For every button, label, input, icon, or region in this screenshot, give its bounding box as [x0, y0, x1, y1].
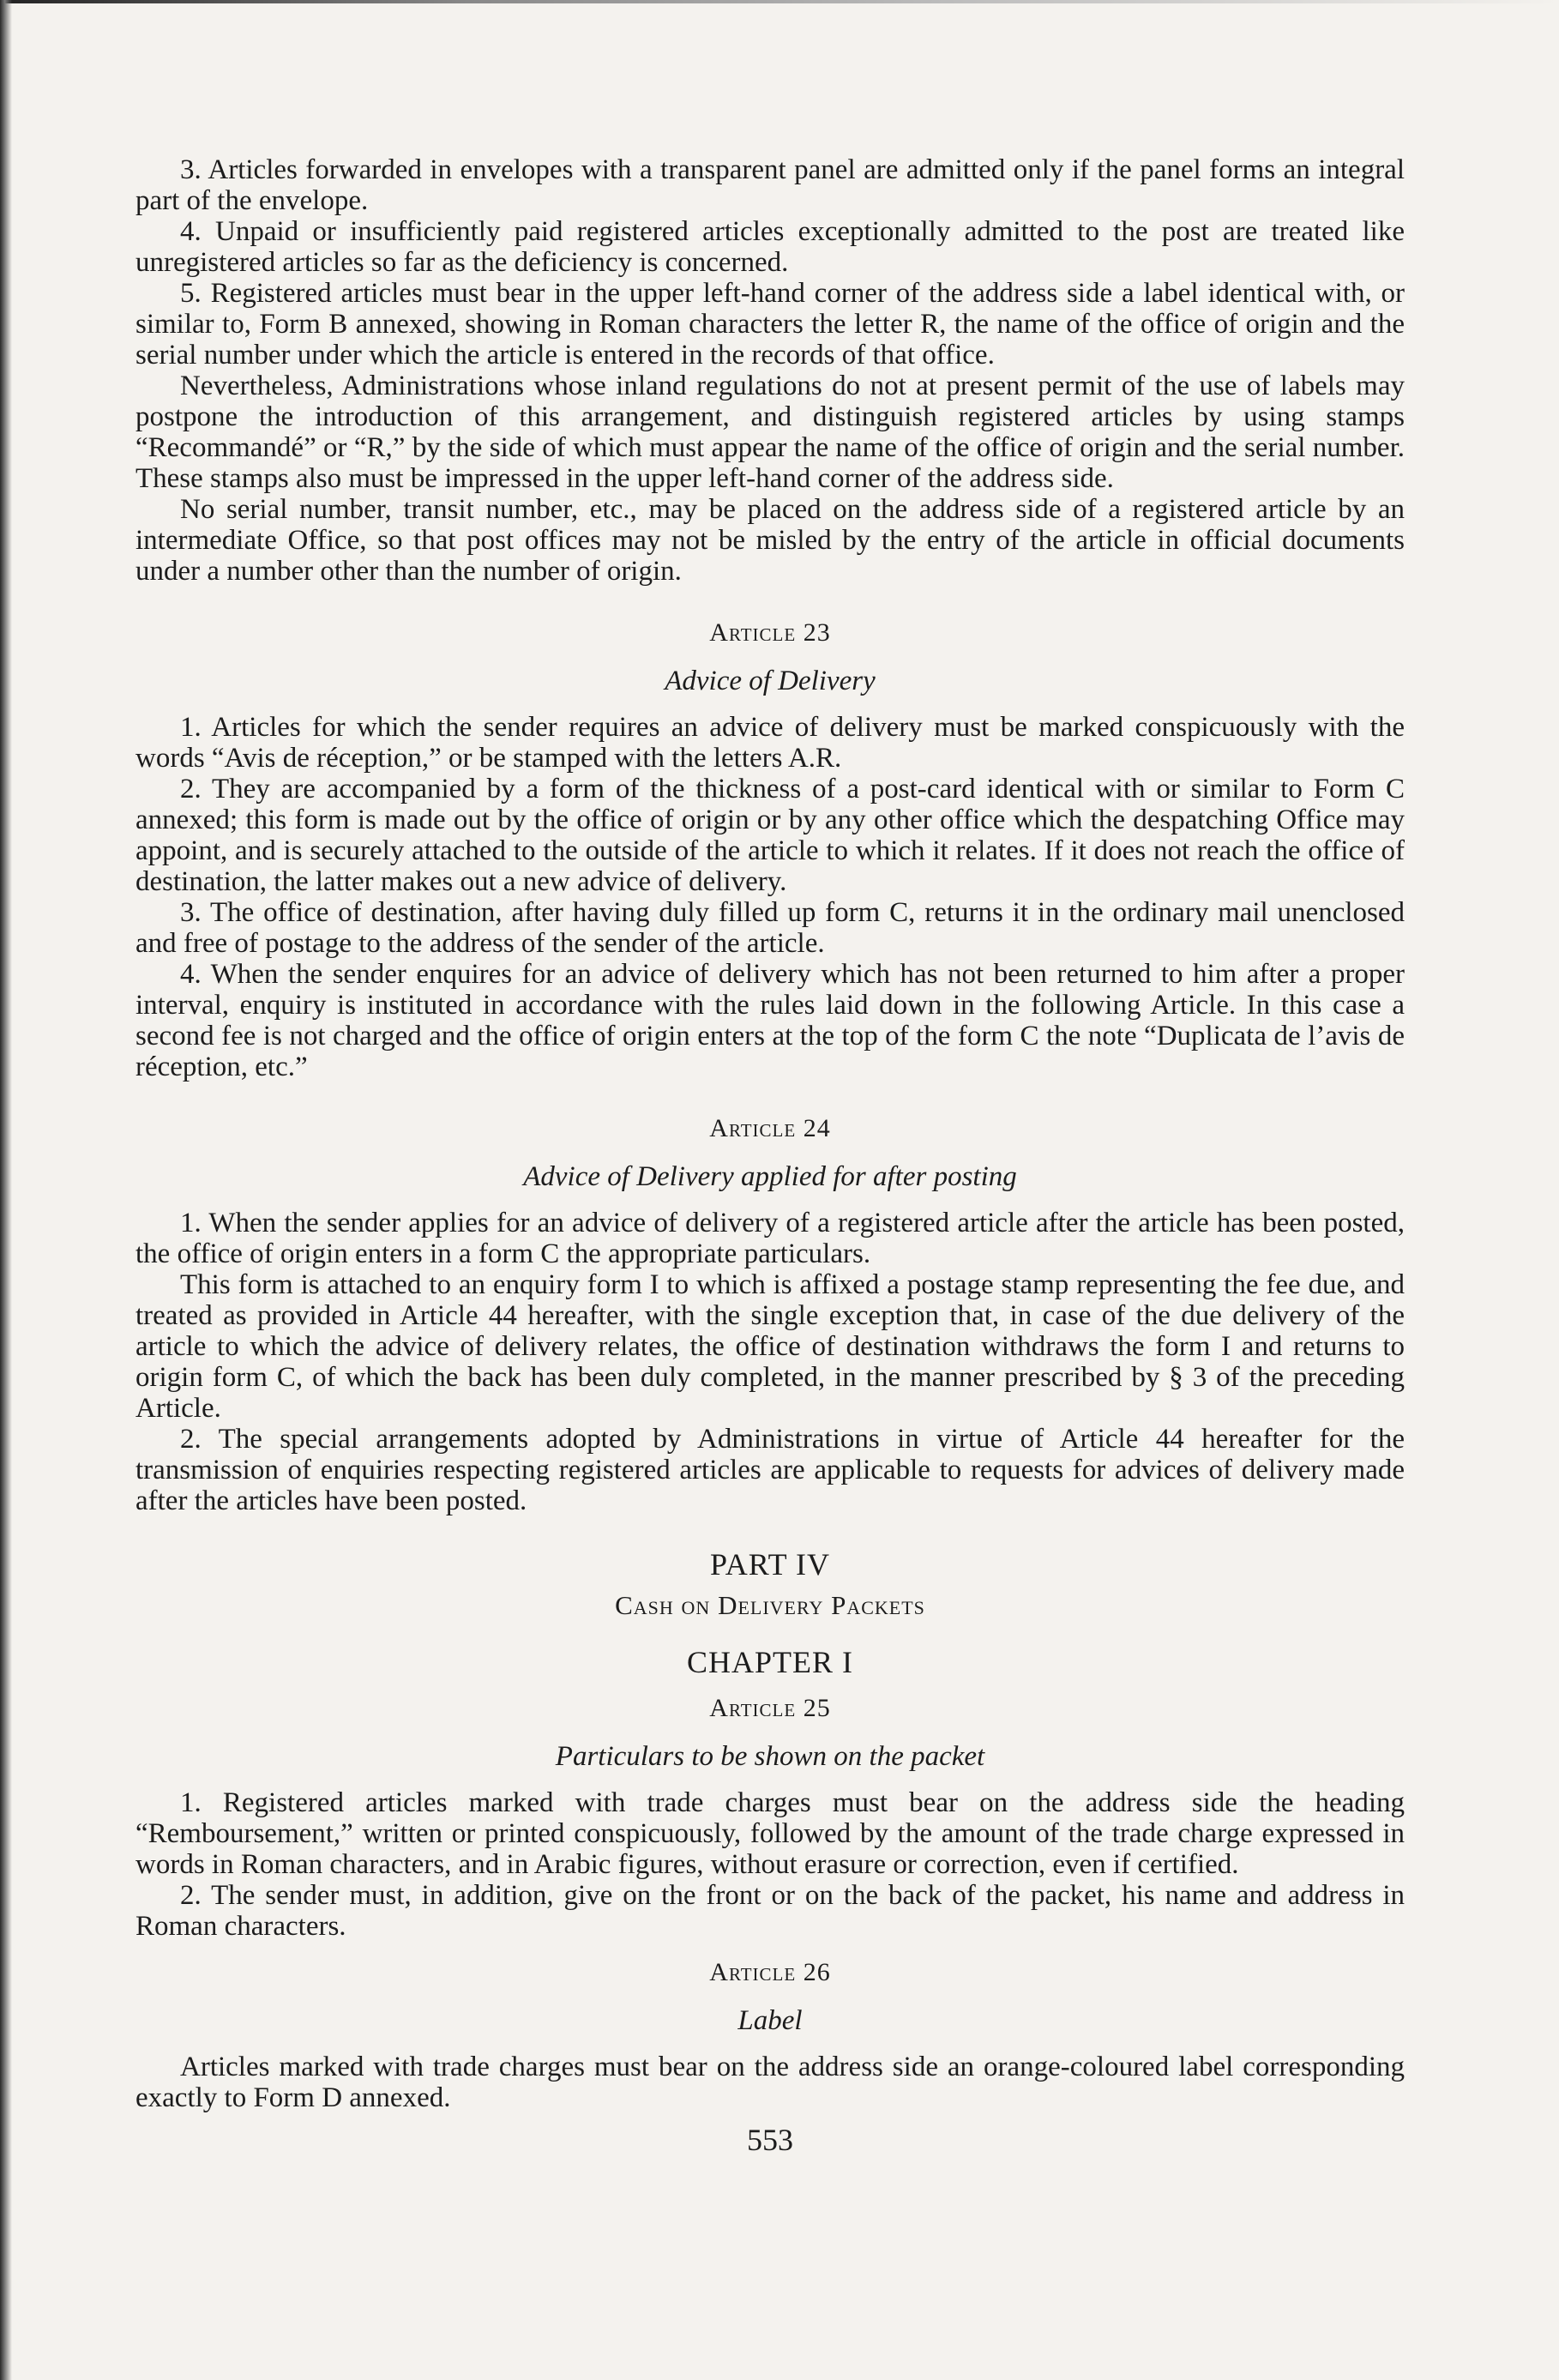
paragraph: 5. Registered articles must bear in the upper left-hand corner of the address side a label identical with, or similar to, Form B annexed, showing in Roman characters the letter R, the name of the office of origin and the serial number under which the article is entered in the records of that office. — [135, 278, 1405, 371]
page-number: 553 — [747, 2123, 793, 2157]
article-25-heading: Article 25 — [709, 1694, 831, 1722]
paragraph: Articles marked with trade charges must bear on the address side an orange-coloured label corresponding exactly to Form D annexed. — [135, 2052, 1405, 2113]
paragraph: 3. The office of destination, after having duly filled up form C, returns it in the ordinary mail unenclosed and free of postage to the address of the sender of the article. — [135, 897, 1405, 959]
paragraph: Nevertheless, Administrations whose inland regulations do not at present permit of the use of labels may postpone the introduction of this arrangement, and distinguish registered articles by using stamps “Recommandé” or “R,” by the side of which must appear the name of the office of origin and the serial number. These stamps also must be impressed in the upper left-hand corner of the address side. — [135, 371, 1405, 494]
article-23-body — [135, 712, 1405, 1082]
paragraph: 1. When the sender applies for an advice of delivery of a registered article after the article has been posted, the office of origin enters in a form C the appropriate particulars. — [135, 1208, 1405, 1269]
chapter-title: CHAPTER I — [686, 1645, 853, 1679]
article-23-subtitle: Advice of Delivery — [665, 666, 876, 696]
top-paragraphs — [135, 154, 1405, 587]
scan-left-edge — [0, 0, 12, 2380]
article-25-subtitle: Particulars to be shown on the packet — [555, 1741, 985, 1772]
paragraph: 1. Articles for which the sender requires an advice of delivery must be marked conspicuously with the words “Avis de réception,” or be stamped with the letters A.R. — [135, 712, 1405, 774]
paragraph: 2. They are accompanied by a form of the thickness of a post-card identical with or similar to Form C annexed; this form is made out by the office of origin or by any other office which the despatching Office may appoint, and is securely attached to the outside of the article to which it relates. If it does not reach the office of destination, the latter makes out a new advice of delivery. — [135, 774, 1405, 897]
paragraph: 4. When the sender enquires for an advice of delivery which has not been returned to him after a proper interval, enquiry is instituted in accordance with the rules laid down in the following Article. In this case a second fee is not charged and the office of origin enters at the top of the form C the note “Duplicata de l’avis de réception, etc.” — [135, 959, 1405, 1082]
paragraph: 3. Articles forwarded in envelopes with a transparent panel are admitted only if the panel forms an integral part of the envelope. — [135, 154, 1405, 216]
article-25-body — [135, 1787, 1405, 1942]
paragraph: No serial number, transit number, etc., may be placed on the address side of a registered article by an intermediate Office, so that post offices may not be misled by the entry of the article in official documents under a number other than the number of origin. — [135, 494, 1405, 587]
part-title: PART IV — [710, 1547, 830, 1582]
paragraph: 1. Registered articles marked with trade charges must bear on the address side the heading “Remboursement,” written or printed conspicuously, followed by the amount of the trade charge expressed in words in Roman characters, and in Arabic figures, without erasure or correction, even if certified. — [135, 1787, 1405, 1880]
article-26-body — [135, 2052, 1405, 2113]
article-26-subtitle: Label — [737, 2005, 803, 2036]
paragraph: 2. The special arrangements adopted by Administrations in virtue of Article 44 hereafter for the transmission of enquiries respecting registered articles are applicable to requests for advices of delivery made after the articles have been posted. — [135, 1424, 1405, 1516]
paragraph: 2. The sender must, in addition, give on the front or on the back of the packet, his name and address in Roman characters. — [135, 1880, 1405, 1942]
paragraph: 4. Unpaid or insufficiently paid registered articles exceptionally admitted to the post are treated like unregistered articles so far as the deficiency is concerned. — [135, 216, 1405, 278]
document-page — [135, 154, 1405, 2158]
scan-top-rule — [0, 0, 1559, 3]
article-26-heading: Article 26 — [709, 1958, 831, 1986]
article-24-body — [135, 1208, 1405, 1516]
part-subtitle: Cash on Delivery Packets — [615, 1590, 925, 1620]
article-23-heading: Article 23 — [709, 618, 831, 647]
paragraph: This form is attached to an enquiry form I to which is affixed a postage stamp representing the fee due, and treated as provided in Article 44 hereafter, with the single exception that, in case of the due delivery of the article to which the advice of delivery relates, the office of destination withdraws the form I and returns to origin form C, of which the back has been duly completed, in the manner prescribed by § 3 of the preceding Article. — [135, 1269, 1405, 1424]
article-24-heading: Article 24 — [709, 1114, 831, 1142]
article-24-subtitle: Advice of Delivery applied for after posting — [523, 1161, 1017, 1192]
